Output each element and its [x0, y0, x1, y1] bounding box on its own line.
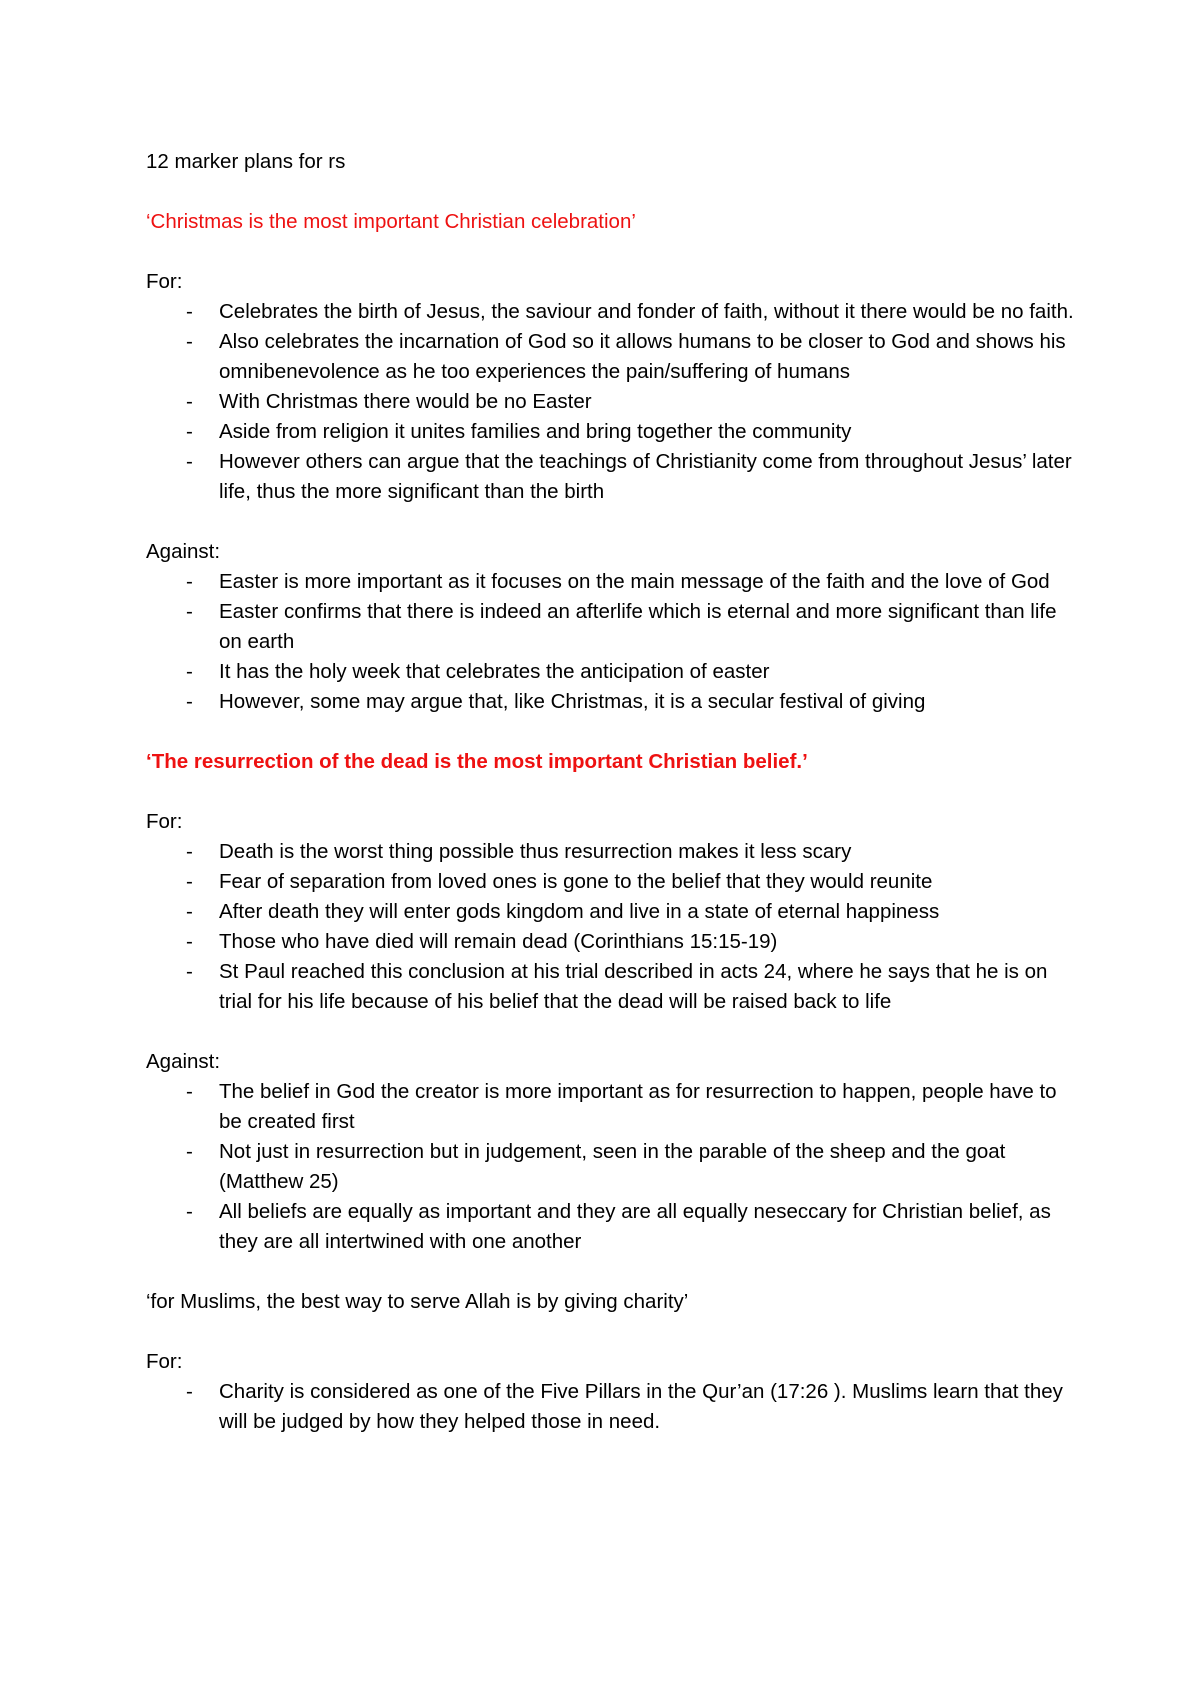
list-item — [146, 657, 1076, 687]
against-label: Against: — [146, 1050, 221, 1073]
for-points-list — [146, 837, 1076, 1017]
list-item — [146, 1197, 1076, 1257]
point-text: The belief in God the creator is more important as for resurrection to happen, people have to be created first — [219, 1080, 1057, 1133]
dash-bullet: - — [186, 900, 193, 923]
point-text: Aside from religion it unites families and bring together the community — [219, 420, 852, 443]
dash-bullet: - — [186, 1200, 193, 1223]
point-text: Fear of separation from loved ones is gone to the belief that they would reunite — [219, 870, 933, 893]
point-text: Easter confirms that there is indeed an afterlife which is eternal and more significant than life on earth — [219, 600, 1057, 653]
point-text: Charity is considered as one of the Five Pillars in the Qur’an (17:26 ). Muslims learn that they will be judged by how they helped those in need. — [219, 1380, 1063, 1433]
point-text: After death they will enter gods kingdom and live in a state of eternal happiness — [219, 900, 940, 923]
list-item — [146, 567, 1076, 597]
point-text: St Paul reached this conclusion at his trial described in acts 24, where he says that he is on trial for his life because of his belief that the dead will be raised back to life — [219, 960, 1048, 1013]
essay-question-heading: ‘The resurrection of the dead is the most important Christian belief.’ — [146, 750, 808, 773]
dash-bullet: - — [186, 1380, 193, 1403]
point-text: Those who have died will remain dead (Corinthians 15:15-19) — [219, 930, 778, 953]
against-points-list — [146, 567, 1076, 717]
dash-bullet: - — [186, 330, 193, 353]
point-text: Death is the worst thing possible thus resurrection makes it less scary — [219, 840, 852, 863]
point-text: However others can argue that the teachings of Christianity come from throughout Jesus’ later life, thus the more significant than the birth — [219, 450, 1072, 503]
dash-bullet: - — [186, 930, 193, 953]
list-item — [146, 1077, 1076, 1137]
list-item — [146, 1137, 1076, 1197]
list-item — [146, 297, 1076, 327]
point-text: Not just in resurrection but in judgement, seen in the parable of the sheep and the goat (Matthew 25) — [219, 1140, 1006, 1193]
for-points-list — [146, 297, 1076, 507]
document-title: 12 marker plans for rs — [146, 150, 346, 173]
dash-bullet: - — [186, 960, 193, 983]
list-item — [146, 387, 1076, 417]
dash-bullet: - — [186, 450, 193, 473]
dash-bullet: - — [186, 600, 193, 623]
document-body — [146, 147, 1076, 1467]
list-item — [146, 687, 1076, 717]
essay-plan-resurrection — [146, 747, 1076, 1257]
list-item — [146, 927, 1076, 957]
point-text: Also celebrates the incarnation of God so it allows humans to be closer to God and shows his omnibenevolence as he too experiences the pain/suffering of humans — [219, 330, 1066, 383]
dash-bullet: - — [186, 300, 193, 323]
point-text: With Christmas there would be no Easter — [219, 390, 592, 413]
point-text: All beliefs are equally as important and they are all equally neseccary for Christian belief, as they are all intertwined with one another — [219, 1200, 1051, 1253]
for-label: For: — [146, 1350, 183, 1373]
list-item — [146, 897, 1076, 927]
list-item — [146, 957, 1076, 1017]
for-label: For: — [146, 810, 183, 833]
dash-bullet: - — [186, 1140, 193, 1163]
against-label: Against: — [146, 540, 221, 563]
essay-question-heading: ‘for Muslims, the best way to serve Allah is by giving charity’ — [146, 1290, 689, 1313]
against-points-list — [146, 1077, 1076, 1257]
dash-bullet: - — [186, 690, 193, 713]
dash-bullet: - — [186, 840, 193, 863]
list-item — [146, 597, 1076, 657]
essay-plan-christmas — [146, 207, 1076, 717]
for-points-list — [146, 1377, 1076, 1437]
dash-bullet: - — [186, 390, 193, 413]
list-item — [146, 447, 1076, 507]
dash-bullet: - — [186, 570, 193, 593]
list-item — [146, 417, 1076, 447]
essay-plan-charity — [146, 1287, 1076, 1437]
point-text: It has the holy week that celebrates the anticipation of easter — [219, 660, 770, 683]
point-text: Easter is more important as it focuses on the main message of the faith and the love of God — [219, 570, 1050, 593]
list-item — [146, 867, 1076, 897]
essay-question-heading: ‘Christmas is the most important Christian celebration’ — [146, 210, 636, 233]
list-item — [146, 327, 1076, 387]
dash-bullet: - — [186, 660, 193, 683]
list-item — [146, 837, 1076, 867]
dash-bullet: - — [186, 420, 193, 443]
for-label: For: — [146, 270, 183, 293]
point-text: However, some may argue that, like Christmas, it is a secular festival of giving — [219, 690, 926, 713]
dash-bullet: - — [186, 870, 193, 893]
dash-bullet: - — [186, 1080, 193, 1103]
list-item — [146, 1377, 1076, 1437]
point-text: Celebrates the birth of Jesus, the saviour and fonder of faith, without it there would be no faith. — [219, 300, 1074, 323]
